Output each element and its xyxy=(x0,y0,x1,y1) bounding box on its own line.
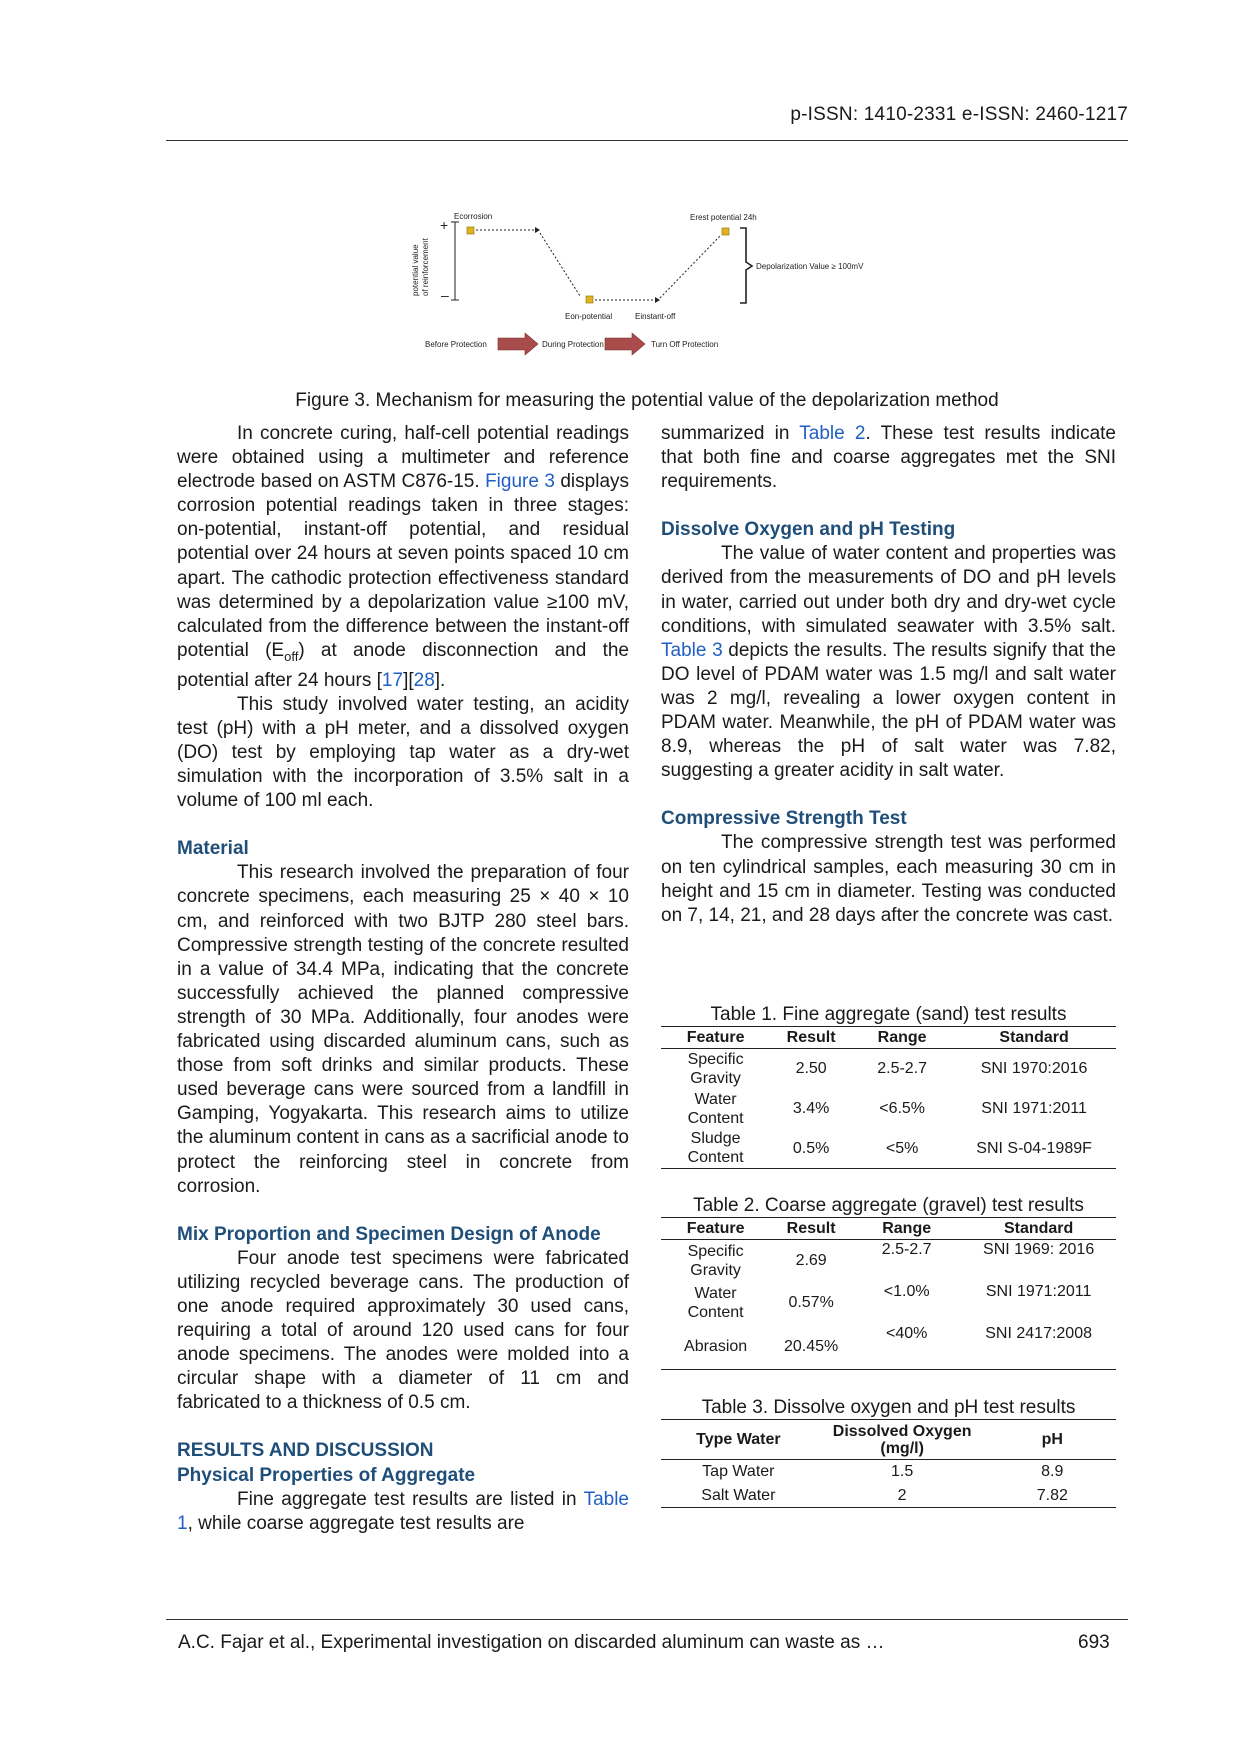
table-1-header: Feature xyxy=(686,1029,745,1046)
minus-sign: – xyxy=(441,287,449,303)
header-rule xyxy=(166,140,1128,141)
heading-results: RESULTS AND DISCUSSION xyxy=(177,1440,434,1462)
erest-marker xyxy=(722,228,729,235)
figure-3-link[interactable]: Figure 3 xyxy=(485,471,555,493)
table-3-header: pH xyxy=(1041,1431,1063,1448)
heading-physical-properties: Physical Properties of Aggregate xyxy=(177,1464,476,1486)
paragraph-half-cell: In concrete curing, half-cell potential readings were obtained using a multimeter and reference electrode based on ASTM C876-15. Figure 3 displays corrosion potential readings taken in three stages: on-potential, instant-off potential, and residual potential over 24 hours at seven points spaced 10 cm apart. The cathodic protection effectiveness standard was determined by a depolarization value ≥100 mV, calculated from the difference between the instant-off potential $(E_{off})$ at anode disconnection and the potential after 24 hours [17][28]. xyxy=(177,423,630,691)
y-axis-label-2: of reinforcement xyxy=(421,238,430,296)
footer-citation: A.C. Fajar et al., Experimental investigation on discarded aluminum can waste as … xyxy=(178,1632,885,1653)
table-row: Sludge Content 0.5% <5% SNI S-04-1989F xyxy=(661,1129,1116,1169)
table-row: Water Content 0.57% <1.0% SNI 1971:2011 xyxy=(687,1282,1092,1321)
ecorrosion-marker xyxy=(467,227,474,234)
paragraph-fine-aggregate: Fine aggregate test results are listed in Table 1, while coarse aggregate test results are xyxy=(177,1488,629,1534)
table-3-header: Type Water xyxy=(696,1431,781,1448)
plus-sign: + xyxy=(440,217,449,233)
path-rise xyxy=(660,236,720,298)
table-row: Water Content 3.4% <6.5% SNI 1971:2011 xyxy=(687,1090,1087,1127)
paragraph-do-ph: The value of water content and properties was derived from the measurements of DO and pH levels in water, carried out under both dry and dry-wet cycle conditions, with simulated seawater with 3.5% salt. Table 3 depicts the results. The results signify that the DO level of PDAM water was 1.5 mg/l and salt water was 2 mg/l, revealing a lower oxygen content in PDAM water. Meanwhile, the pH of PDAM water was 8.9, whereas the pH of salt water was 7.82, suggesting a greater acidity in salt water. xyxy=(661,543,1116,782)
depolarization-label: Depolarization Value ≥ 100mV xyxy=(756,262,864,271)
table-2-link[interactable]: Table 2 xyxy=(799,423,866,444)
table-row: Salt Water 2 7.82 xyxy=(661,1484,1116,1508)
table-2 xyxy=(661,1194,1116,1370)
paragraph-water-testing: This study involved water testing, an acidity test (pH) with a pH meter, and a dissolved oxygen (DO) test by employing tap water as a dry-wet simulation with the incorporation of 3.5% salt in a volume of 100 ml each. xyxy=(177,693,629,812)
y-axis-label-1: potential value xyxy=(411,244,420,296)
right-column xyxy=(661,422,1116,928)
table-row: Tap Water 1.5 8.9 xyxy=(702,1463,1064,1481)
heading-dissolve-oxygen: Dissolve Oxygen and pH Testing xyxy=(661,519,956,541)
table-3-header: Dissolved Oxygen (mg/l) xyxy=(832,1422,972,1457)
table-1-header: Result xyxy=(786,1029,836,1046)
footer-rule xyxy=(166,1619,1128,1620)
figure-3-diagram xyxy=(400,200,900,375)
table-2-header: Range xyxy=(882,1220,932,1237)
table-3 xyxy=(661,1396,1116,1508)
journal-issn: p-ISSN: 1410-2331 e-ISSN: 2460-1217 xyxy=(790,104,1128,125)
table-2-header: Standard xyxy=(1003,1220,1074,1237)
eon-marker xyxy=(586,296,593,303)
ecorrosion-label: Ecorrosion xyxy=(454,212,493,221)
table-2-caption: Table 2. Coarse aggregate (gravel) test results xyxy=(693,1195,1084,1216)
depolarization-brace xyxy=(740,228,752,303)
path-drop xyxy=(540,233,580,296)
erest-label: Erest potential 24h xyxy=(690,213,757,222)
table-row: Specific Gravity 2.50 2.5-2.7 SNI 1970:2016 xyxy=(687,1050,1088,1087)
table-3-link[interactable]: Table 3 xyxy=(661,639,723,661)
page-number: 693 xyxy=(1078,1632,1110,1653)
figure-3-caption: Figure 3. Mechanism for measuring the potential value of the depolarization method xyxy=(295,390,999,411)
stage-before-label: Before Protection xyxy=(425,340,487,349)
paragraph-material: This research involved the preparation of four concrete specimens, each measuring 25 × 40 × 10 cm, and reinforced with two BJTP 280 steel bars. Compressive strength testing of the concrete resulted in a value of 34.4 MPa, indicating that the concrete successfully achieved the planned compressive strength of 30 MPa. Additionally, four anodes were fabricated using discarded aluminum cans, such as those from soft drinks and similar products. These used beverage cans were sourced from a landfill in Gamping, Yogyakarta. This research aims to utilize the aluminum content in cans as a sacrificial anode to protect the reinforcing steel in concrete from corrosion. xyxy=(177,862,629,1197)
paragraph-summarized: summarized in Table 2. These test results indicate that both fine and coarse aggregates met the SNI requirements. xyxy=(661,423,1116,493)
stage-turnoff-label: Turn Off Protection xyxy=(651,340,719,349)
table-1 xyxy=(661,1003,1116,1169)
stage-during-label: During Protection xyxy=(542,340,604,349)
table-row: Abrasion 20.45% <40% SNI 2417:2008 xyxy=(661,1324,1116,1370)
ref-28-link[interactable]: 28 xyxy=(413,669,435,691)
paragraph-anode: Four anode test specimens were fabricated utilizing recycled beverage cans. The production of one anode required approximately 30 used cans, requiring a total of around 120 used cans for four anode specimens. The anodes were molded into a circular shape with a diameter of 11 cm and fabricated to a thickness of 0.5 cm. xyxy=(177,1247,629,1414)
paragraph-compressive: The compressive strength test was performed on ten cylindrical samples, each measuring 30 cm in height and 15 cm in diameter. Testing was conducted on 7, 14, 21, and 28 days after the concrete was cast. xyxy=(661,832,1116,926)
table-3-caption: Table 3. Dissolve oxygen and pH test results xyxy=(701,1397,1076,1418)
table-row: Specific Gravity 2.69 2.5-2.7 SNI 1969: 2016 xyxy=(687,1241,1095,1279)
left-column xyxy=(177,422,629,1536)
stage-arrow-2 xyxy=(605,333,645,355)
heading-material: Material xyxy=(177,838,249,860)
table-2-header: Result xyxy=(786,1220,836,1237)
heading-mix-proportion: Mix Proportion and Specimen Design of Anode xyxy=(177,1223,601,1245)
table-1-link[interactable]: Table 1 xyxy=(177,1488,629,1534)
table-2-header: Feature xyxy=(686,1220,745,1237)
table-1-caption: Table 1. Fine aggregate (sand) test results xyxy=(710,1004,1067,1025)
heading-compressive-strength: Compressive Strength Test xyxy=(661,808,907,830)
einstant-label: Einstant-off xyxy=(635,312,676,321)
ref-17-link[interactable]: 17 xyxy=(381,669,404,691)
stage-arrow-1 xyxy=(498,333,538,355)
table-1-header: Range xyxy=(877,1029,927,1046)
table-1-header: Standard xyxy=(999,1029,1069,1046)
eon-label: Eon-potential xyxy=(565,312,613,321)
